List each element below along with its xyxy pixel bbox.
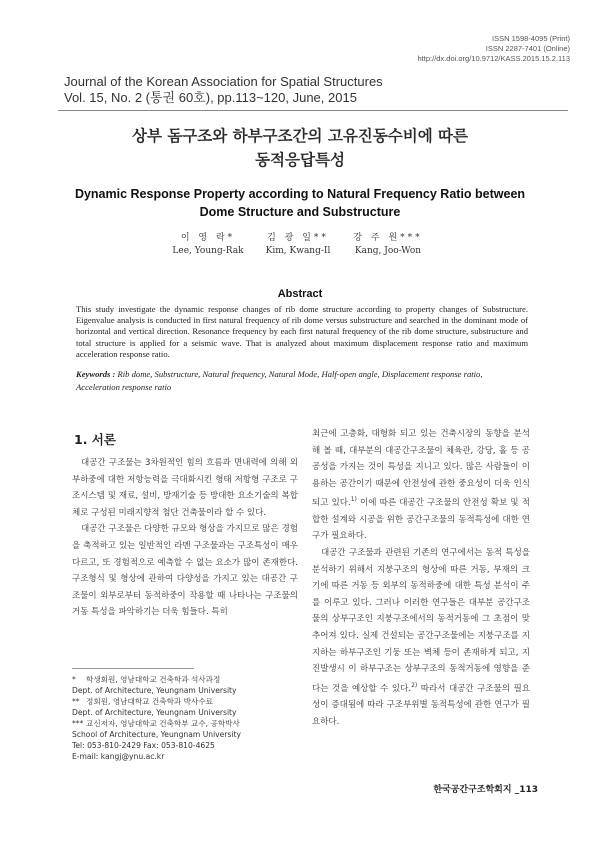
footnote-1-ko: 학생회원, 영남대학교 건축학과 석사과정 [86, 675, 221, 684]
footnote-2-mark: ** [72, 697, 80, 706]
right-paragraph-1 [312, 426, 530, 545]
title-korean-line1: 상부 돔구조와 하부구조간의 고유진동수비에 따른 [131, 127, 469, 145]
abstract-heading: Abstract [277, 288, 323, 300]
citation-1: 1) [350, 496, 357, 504]
section-1-heading: 1. 서론 [74, 432, 116, 447]
abstract-text: This study investigate the dynamic response changes of rib dome structure according to property changes of Substructure. Eigenvalue analysis is conducted in first natural frequency of rib dome versus substructure and searched in the dominant mode of horizontal and vertical direction. Resonance frequency by each first natural frequency of the rib dome structure, substructure and total structure is applied for a seismic wave. That is analyzed about maximum displacement response ratio and maximum acceleration response ratio. [76, 304, 528, 359]
footnote-3-en: School of Architecture, Yeungnam University [72, 730, 242, 739]
author-3-korean: 강 주 원*** [353, 233, 423, 243]
footnote-1 [72, 674, 302, 685]
doi-link[interactable]: http://dx.doi.org/10.9712/KASS.2015.15.2.113 [417, 54, 570, 63]
right-paragraph-2 [312, 545, 530, 730]
author-2-english: Kim, Kwang-Il [265, 246, 331, 256]
page-footer: 한국공간구조학회지 _113 [433, 785, 538, 795]
journal-volume: Vol. 15, No. 2 (통권 60호), pp.113~120, June, 2015 [64, 90, 357, 105]
journal-info [64, 74, 383, 106]
keywords [76, 368, 528, 394]
title-english-line1: Dynamic Response Property according to Natural Frequency Ratio between [74, 187, 526, 201]
issn-print: ISSN 1598-4095 (Print) [492, 34, 570, 43]
contact-email[interactable]: E-mail: kangj@ynu.ac.kr [72, 752, 165, 761]
title-english-line2: Dome Structure and Substructure [199, 205, 401, 219]
footnote-3 [72, 718, 302, 729]
issn-online: ISSN 2287-7401 (Online) [485, 44, 570, 53]
title-korean [0, 124, 600, 172]
keywords-text: Rib dome, Substructure, Natural frequency, Natural Mode, Half-open angle, Displacement response ratio, Acceleration response ratio [76, 369, 483, 392]
author-1-korean: 이 영 락* [180, 233, 236, 243]
footnote-3-mark: *** [72, 719, 84, 728]
footnotes [72, 674, 302, 762]
citation-2: 2) [411, 681, 418, 689]
footnote-1-en: Dept. of Architecture, Yeungnam University [72, 686, 237, 695]
footnote-2-ko: 정회원, 영남대학교 건축학과 박사수료 [86, 697, 214, 706]
contact-tel: Tel: 053-810-2429 Fax: 053-810-4625 [72, 741, 215, 750]
footnote-2 [72, 696, 302, 707]
footnote-3-ko: 교신저자, 영남대학교 건축학부 교수, 공학박사 [86, 719, 240, 728]
keywords-label: Keywords : [76, 369, 116, 379]
right-paragraph-1-text: 최근에 고층화, 대형화 되고 있는 건축시장의 동향을 분석해 볼 때, 대부분의 대공간구조물이 체육관, 강당, 홀 등 공공성을 가지는 것이 특성을 지니고 있다. 많은 사람들이 이용하는 공간이기 때문에 안전성에 관한 중요성이 더욱 인식되고 있다. [312, 429, 530, 509]
right-paragraph-1-tail: 이에 따른 대공간 구조물의 안전성 확보 및 적합한 설계와 시공을 위한 공간구조물의 동적특성에 대한 연구가 필요하다. [312, 498, 530, 542]
title-korean-line2: 동적응답특성 [255, 151, 345, 169]
author-1-english: Lee, Young-Rak [172, 246, 244, 256]
issn-block [418, 34, 570, 64]
right-column [312, 426, 530, 730]
right-paragraph-2-tail: 따라서 대공간 구조물의 필요성이 증대됨에 따라 구조부위별 동적특성에 관한 연구가 필요하다. [312, 683, 531, 727]
footnote-2-en: Dept. of Architecture, Yeungnam University [72, 708, 237, 717]
journal-name: Journal of the Korean Association for Spatial Structures [64, 74, 383, 89]
author-2-korean: 김 광 일** [267, 233, 329, 243]
left-paragraph-2: 대공간 구조물은 다양한 규모와 형상을 가지므로 많은 경험을 축적하고 있는 일반적인 라멘 구조물과는 구조특성이 매우 다르고, 또 경험적으로 예측할 수 없는 요소가 많이 존재한다. 구조형식 및 형상에 관하여 다양성을 가지고 있는 대공간 구조물이 외부로부터 동적하중이 작용할 때 나타나는 구조물의 거동 특성을 파악하기는 더욱 힘들다. 특히 [72, 524, 298, 618]
footnote-rule [72, 668, 194, 669]
header-rule [58, 110, 568, 111]
author-3-english: Kang, Joo-Won [354, 246, 422, 256]
left-paragraph-1: 대공간 구조물는 3차원적인 힘의 흐름과 면내력에 의해 외부하중에 대한 저항능력을 극대화시킨 형태 저항형 구조로 구조시스템 및 재료, 설비, 방재기술 등 방대한 요소기술의 복합체로 구성된 미래지향적 첨단 건축물이라 할 수 있다. [72, 458, 298, 518]
footnote-1-mark: * [72, 675, 76, 684]
title-english [0, 185, 600, 221]
author-3 [313, 232, 463, 258]
left-column [72, 455, 298, 621]
right-paragraph-2-text: 대공간 구조물과 관련된 기존의 연구에서는 동적 특성을 분석하기 위해서 지붕구조의 형상에 따른 거동, 부재의 크기에 따른 거동 등 외부의 동적하중에 대한 특성 분석이 주를 이루고 있다. 그러나 이러한 연구들은 대부분 공간구조물의 상부구조인 지붕구조에서의 동적거동에 그 초점이 맞추어져 있다. 실제 건설되는 공간구조물에는 지붕구조를 지지하는 하부구조인 기둥 또는 벽체 등이 존재하게 되고, 지진발생시 이 하부구조는 상부구조의 동적거동에 영향을 준다는 것을 예상할 수 있다. [312, 547, 530, 694]
